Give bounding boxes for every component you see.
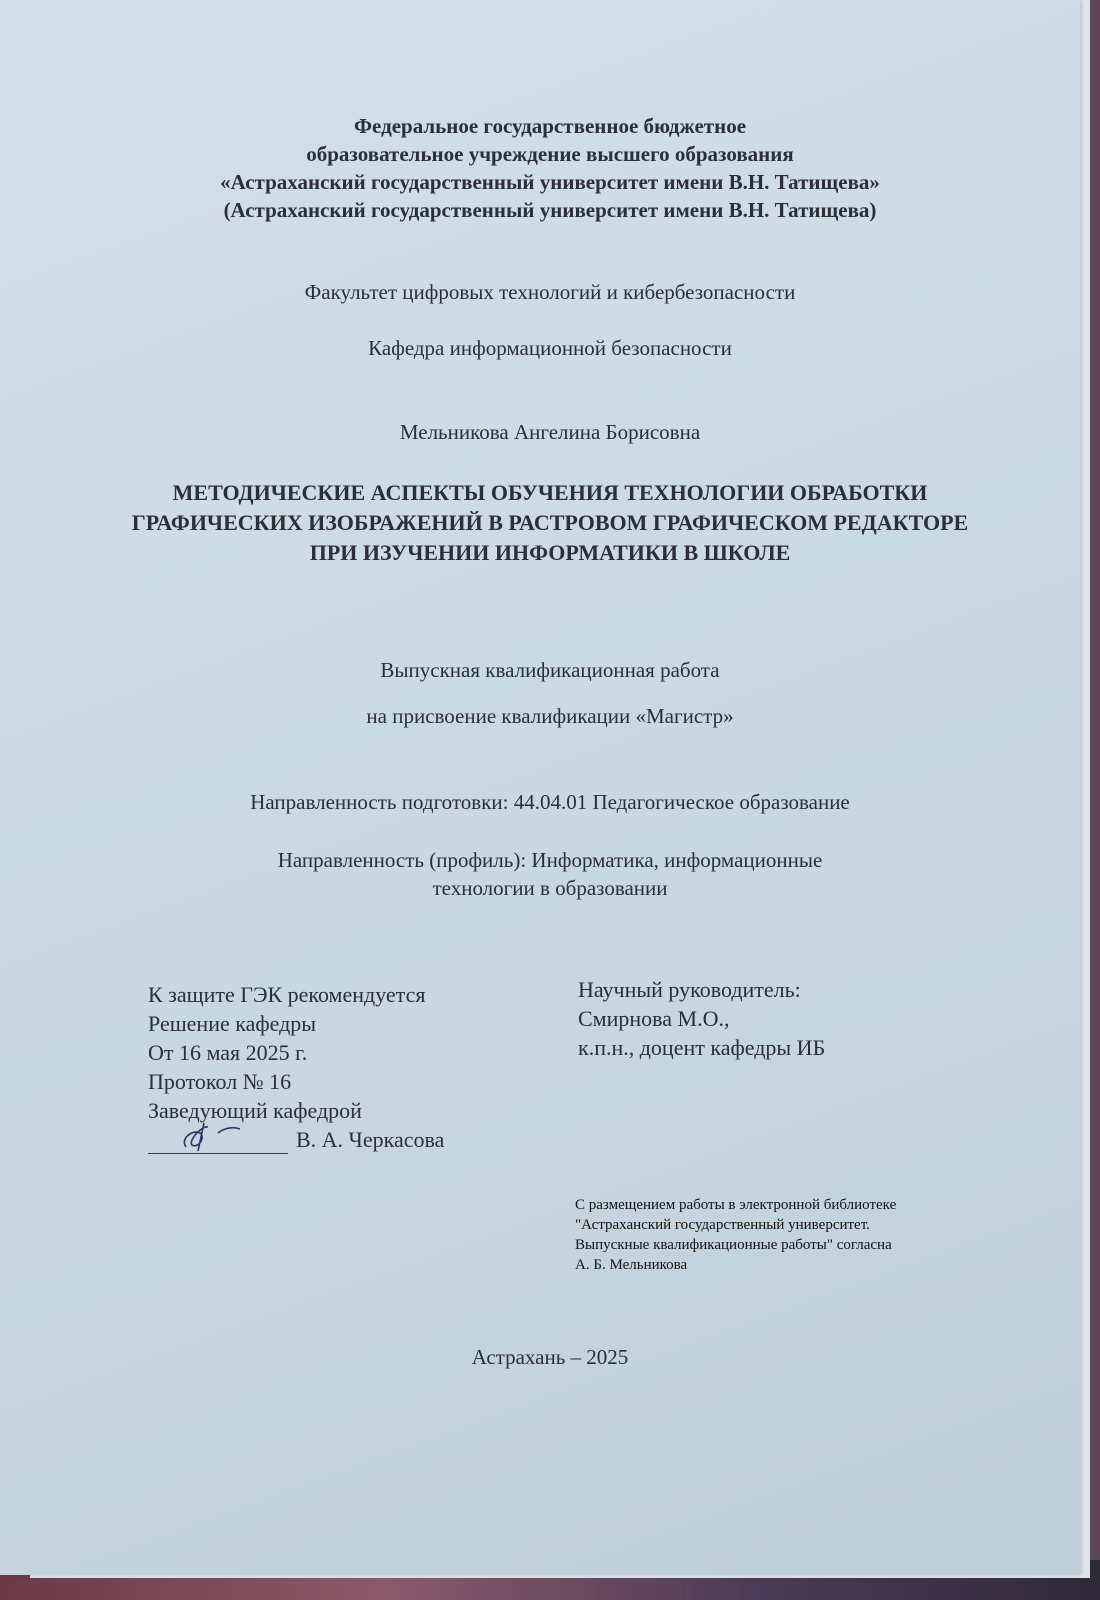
university-header [0, 112, 1100, 224]
library-consent [575, 1195, 995, 1275]
profile-line: Направленность (профиль): Информатика, информационные [277, 848, 823, 872]
city-year: Астрахань – 2025 [471, 1345, 629, 1369]
supervisor-label: Научный руководитель: [578, 977, 801, 1002]
work-type: Выпускная квалификационная работа [380, 658, 720, 682]
handwritten-signature-icon [178, 1121, 258, 1155]
approval-line: Решение кафедры [148, 1011, 317, 1036]
training-profile [220, 846, 880, 902]
department-name: Кафедра информационной безопасности [368, 336, 732, 360]
qualification: на присвоение квалификации «Магистр» [366, 704, 734, 728]
header-line: (Астраханский государственный университет имени В.Н. Татищева) [223, 198, 877, 222]
header-line: «Астраханский государственный университет имени В.Н. Татищева» [220, 170, 880, 194]
supervisor-block [578, 975, 825, 1062]
header-line: Федеральное государственное бюджетное [353, 114, 747, 138]
head-signature-line [148, 1125, 444, 1154]
approval-line: Заведующий кафедрой [148, 1098, 362, 1123]
signature-blank [148, 1127, 288, 1154]
approval-block [148, 980, 444, 1154]
profile-line: технологии в образовании [432, 876, 668, 900]
approval-line: От 16 мая 2025 г. [148, 1040, 308, 1065]
consent-line: С размещением работы в электронной библиотеке [575, 1197, 897, 1213]
consent-line: А. Б. Мельникова [575, 1257, 688, 1273]
approval-line: К защите ГЭК рекомендуется [148, 982, 426, 1007]
faculty-name: Факультет цифровых технологий и кибербезопасности [304, 280, 796, 304]
head-name: В. А. Черкасова [296, 1127, 445, 1152]
consent-line: "Астраханский государственный университет. [575, 1217, 870, 1233]
consent-line: Выпускные квалификационные работы" согласна [575, 1237, 892, 1253]
supervisor-position: к.п.н., доцент кафедры ИБ [578, 1035, 826, 1060]
author-name: Мельникова Ангелина Борисовна [399, 420, 701, 444]
approval-line: Протокол № 16 [148, 1069, 292, 1094]
training-direction: Направленность подготовки: 44.04.01 Педагогическое образование [250, 790, 850, 814]
thesis-title: МЕТОДИЧЕСКИЕ АСПЕКТЫ ОБУЧЕНИЯ ТЕХНОЛОГИИ ОБРАБОТКИ ГРАФИЧЕСКИХ ИЗОБРАЖЕНИЙ В РАСТРОВОМ ГРАФИЧЕСКОМ РЕДАКТОРЕ ПРИ ИЗУЧЕНИИ ИНФОРМАТИКИ В ШКОЛЕ [131, 480, 969, 565]
header-line: образовательное учреждение высшего образования [306, 142, 794, 166]
supervisor-name: Смирнова М.О., [578, 1006, 730, 1031]
